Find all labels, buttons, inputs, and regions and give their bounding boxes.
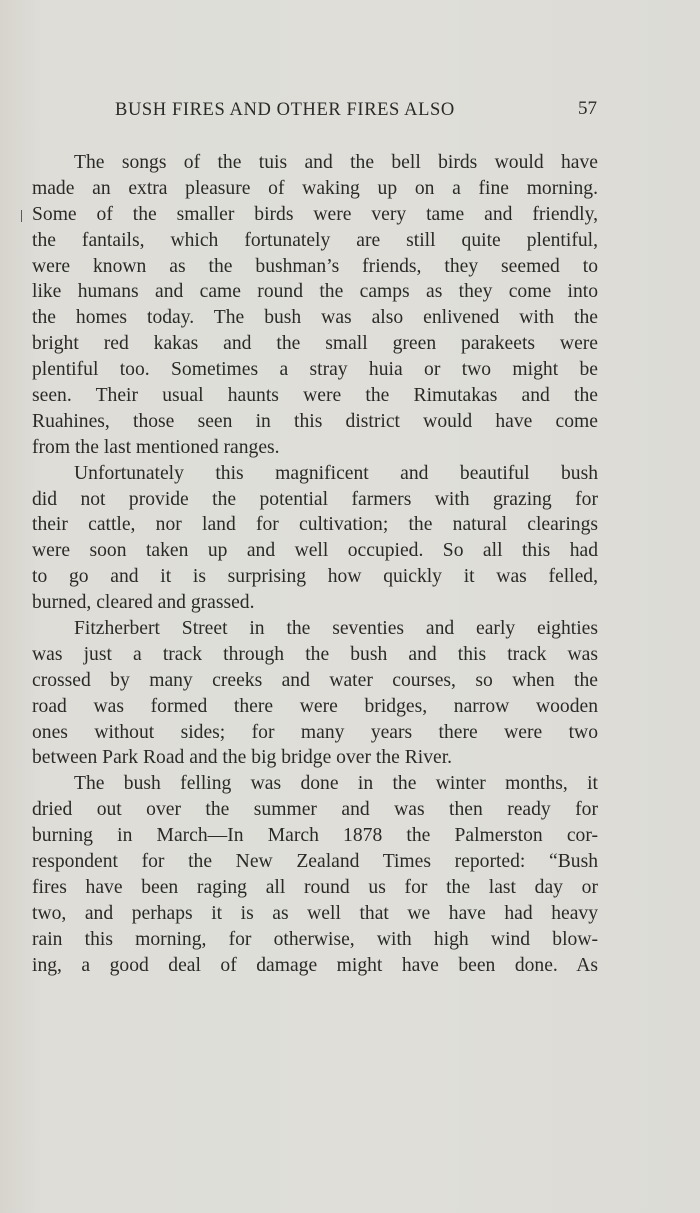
text-line: to go and it is surprising how quickly it was felled, — [32, 566, 598, 588]
text-line: two, and perhaps it is as well that we have had heavy — [32, 902, 598, 924]
text-line: rain this morning, for otherwise, with high wind blow- — [32, 928, 598, 950]
text-line: were known as the bushman’s friends, they seemed to — [32, 255, 598, 277]
text-line: were soon taken up and well occupied. So all this had — [32, 540, 598, 562]
text-line: crossed by many creeks and water courses, so when the — [32, 669, 598, 691]
text-line: Fitzherbert Street in the seventies and early eighties — [74, 618, 598, 640]
text-line: road was formed there were bridges, narrow wooden — [32, 695, 598, 717]
text-line: seen. Their usual haunts were the Rimutakas and the — [32, 385, 598, 407]
page-number: 57 — [578, 98, 597, 119]
text-line: Ruahines, those seen in this district would have come — [32, 410, 598, 432]
text-line: respondent for the New Zealand Times reported: “Bush — [32, 851, 598, 873]
text-line: plentiful too. Sometimes a stray huia or two might be — [32, 359, 598, 381]
text-line: The bush felling was done in the winter months, it — [74, 773, 598, 795]
text-line: like humans and came round the camps as they come into — [32, 281, 598, 303]
text-line: ing, a good deal of damage might have been done. As — [32, 954, 598, 976]
text-line: Unfortunately this magnificent and beautiful bush — [74, 462, 598, 484]
text-line: the homes today. The bush was also enlivened with the — [32, 307, 598, 329]
text-line: made an extra pleasure of waking up on a fine morning. — [32, 177, 598, 199]
text-line: burning in March—In March 1878 the Palmerston cor- — [32, 825, 598, 847]
text-line: dried out over the summer and was then ready for — [32, 799, 598, 821]
running-header — [0, 96, 700, 126]
text-line: ones without sides; for many years there were two — [32, 721, 598, 743]
text-line: their cattle, nor land for cultivation; the natural clearings — [32, 514, 598, 536]
body-text — [32, 150, 598, 979]
text-line: did not provide the potential farmers with grazing for — [32, 488, 598, 510]
text-line: from the last mentioned ranges. — [32, 436, 280, 458]
text-line: bright red kakas and the small green parakeets were — [32, 333, 598, 355]
text-line: the fantails, which fortunately are still quite plentiful, — [32, 229, 598, 251]
text-line: was just a track through the bush and this track was — [32, 643, 598, 665]
text-line: Some of the smaller birds were very tame and friendly, — [32, 203, 598, 225]
running-title: BUSH FIRES AND OTHER FIRES ALSO — [115, 100, 455, 120]
text-line: fires have been raging all round us for the last day or — [32, 876, 598, 898]
text-line: between Park Road and the big bridge over the River. — [32, 747, 453, 769]
text-line: The songs of the tuis and the bell birds would have — [74, 152, 598, 173]
margin-mark — [21, 210, 22, 222]
text-line: burned, cleared and grassed. — [32, 592, 255, 614]
